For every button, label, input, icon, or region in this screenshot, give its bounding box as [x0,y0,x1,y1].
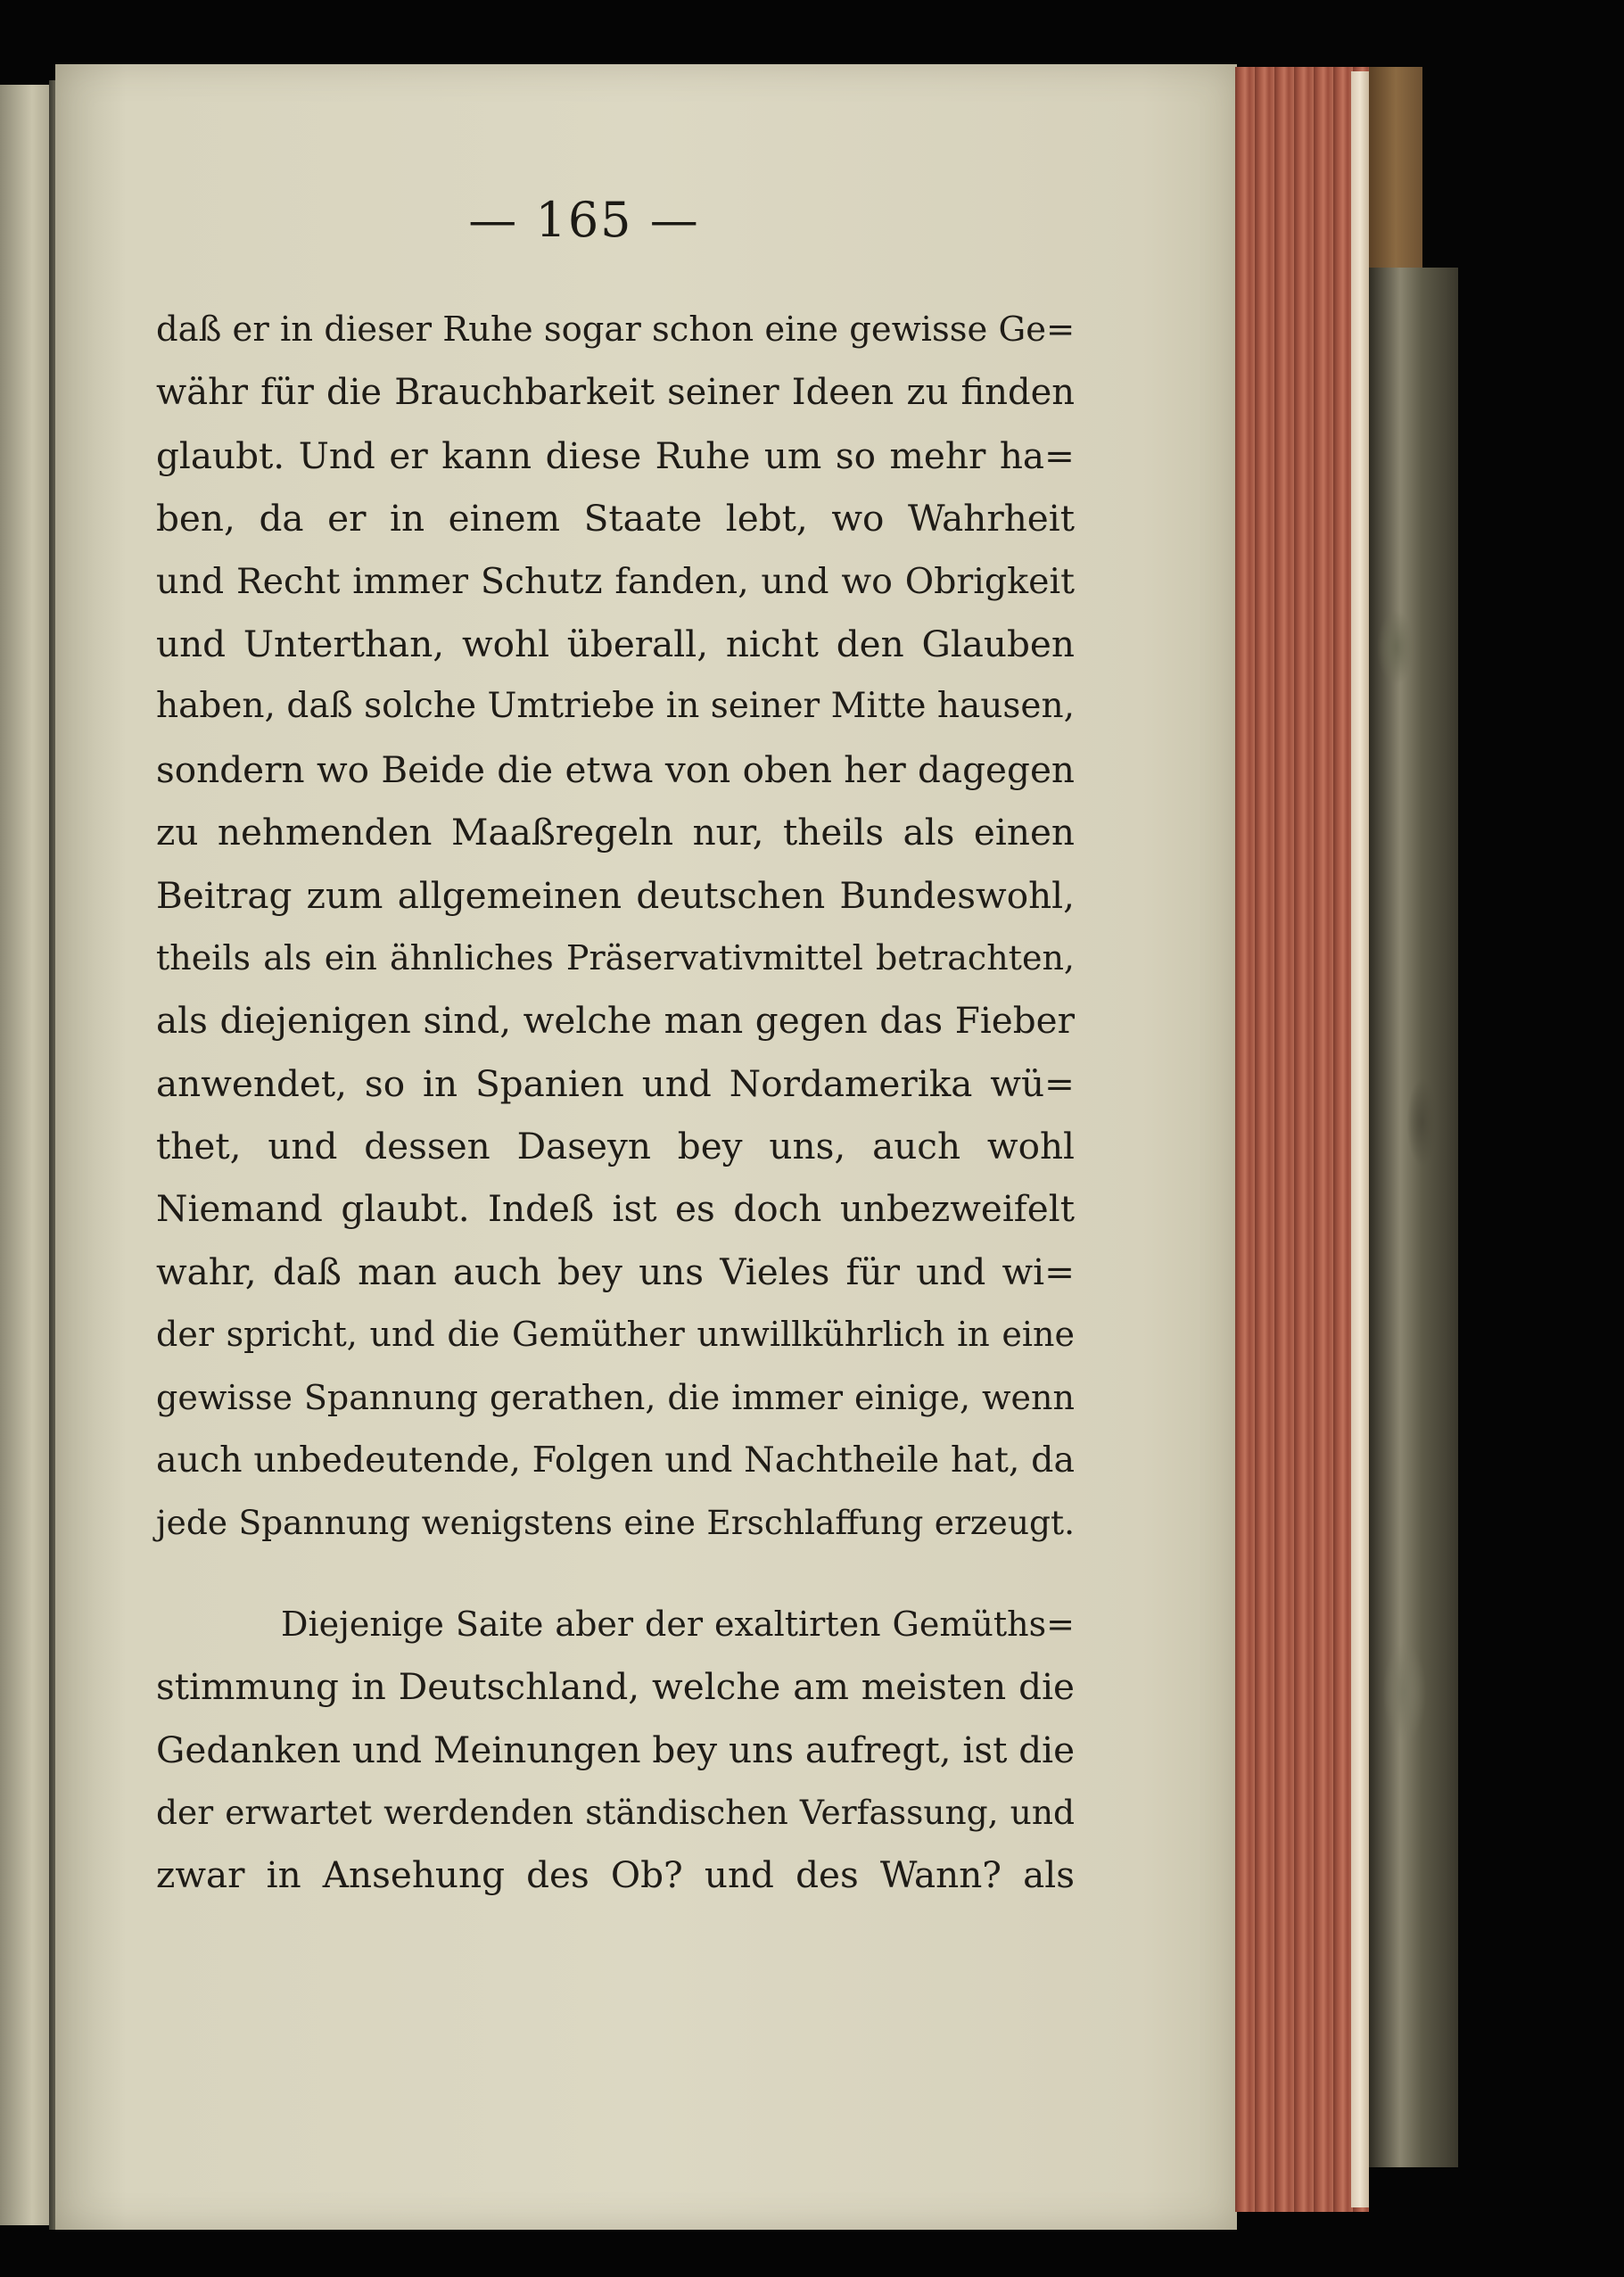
text-line: thet, und dessen Daseyn bey uns, auch wohl [156,1125,1075,1168]
text-line: zwar in Ansehung des Ob? und des Wann? als [156,1853,1075,1897]
text-line: anwendet, so in Spanien und Nordamerika wü= [156,1061,1075,1105]
text-line: ben, da er in einem Staate lebt, wo Wahrheit [156,497,1075,540]
text-line: haben, daß solche Umtriebe in seiner Mitte hausen, [156,686,1075,727]
text-line: der spricht, und die Gemüther unwillkührlich in eine [156,1315,1075,1355]
text-line: jede Spannung wenigstens eine Erschlaffung erzeugt. [156,1503,1075,1543]
text-line: Niemand glaubt. Indeß ist es doch unbezweifelt [156,1187,1075,1231]
text-line: gewisse Spannung gerathen, die immer einige, wenn [156,1377,1075,1417]
text-line: und Unterthan, wohl überall, nicht den Glauben [156,622,1075,665]
text-line: auch unbedeutende, Folgen und Nachtheile hat, da [156,1440,1075,1481]
text-line: daß er in dieser Ruhe sogar schon eine gewisse Ge= [156,309,1076,350]
text-line: zu nehmenden Maaßregeln nur, theils als einen [156,811,1075,854]
text-line: sondern wo Beide die etwa von oben her dagegen [156,747,1075,791]
text-line: wahr, daß man auch bey uns Vieles für und wi= [156,1250,1075,1293]
body-text [156,299,1075,1907]
cover-leather [1369,67,1422,272]
text-line: währ für die Brauchbarkeit seiner Ideen zu finden [156,372,1075,414]
paragraph-2 [156,1593,1075,1907]
text-line: stimmung in Deutschland, welche am meisten die [156,1665,1075,1709]
text-line: Diejenige Saite aber der exaltirten Gemüths= [281,1604,1075,1644]
page-block-highlight [1351,71,1369,2207]
text-line: Gedanken und Meinungen bey uns aufregt, ist die [156,1728,1076,1771]
text-line: glaubt. Und er kann diese Ruhe um so mehr ha= [156,433,1075,477]
previous-page-edge [0,85,54,2225]
page-block-edge [1235,67,1369,2212]
paragraph-1 [156,299,1075,1555]
text-line: Beitrag zum allgemeinen deutschen Bundeswohl, [156,873,1075,917]
text-line: der erwartet werdenden ständischen Verfassung, und [156,1792,1075,1832]
text-line: und Recht immer Schutz fanden, und wo Obrigkeit [156,560,1075,602]
page-number: — 165 — [468,192,700,248]
text-line: theils als ein ähnliches Präservativmittel betrachten, [156,937,1075,978]
marbled-cover [1369,268,1458,2167]
paragraph-gap [156,1555,1075,1593]
text-line: als diejenigen sind, welche man gegen das Fieber [156,999,1075,1043]
